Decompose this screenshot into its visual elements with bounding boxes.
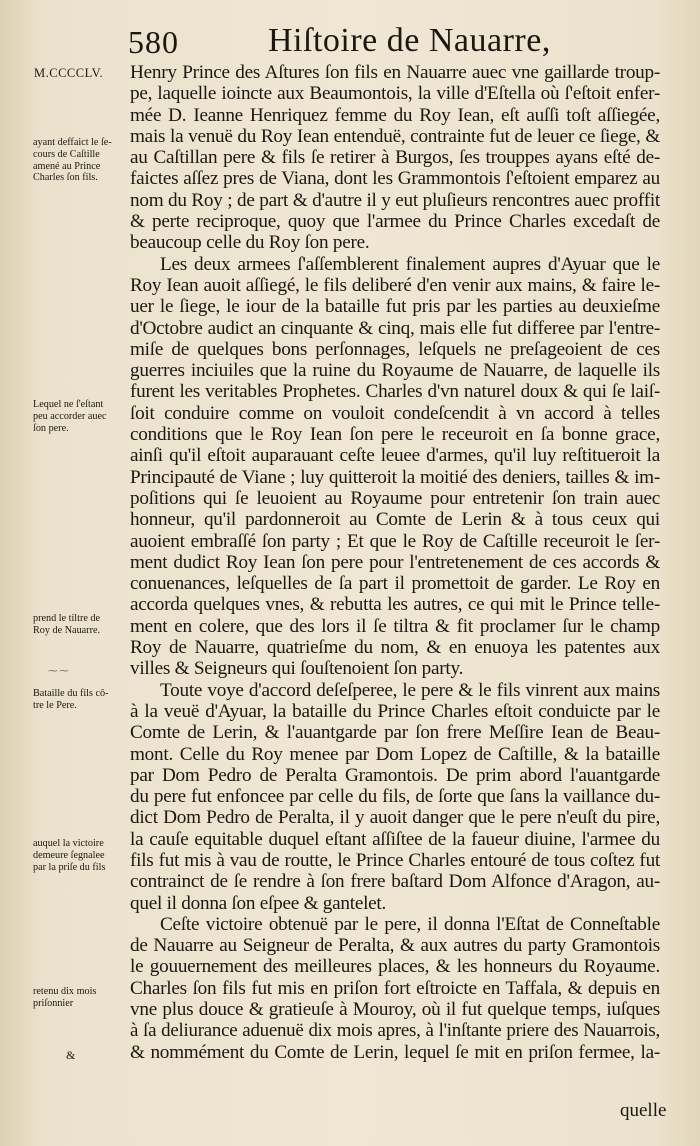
marginal-note-line: cours de Caſtille [33, 148, 100, 160]
marginal-note-line: prend le tiltre de [33, 613, 101, 624]
text-line: mont. Celle du Roy menee par Dom Lopez de Caſtille, & la bataille [130, 743, 660, 765]
text-line: ment dudict Roy Iean ſon pere pour l'entretenement de ces accords & [130, 551, 660, 573]
marginal-mark: & [66, 1048, 76, 1062]
text-line: Roy Iean auoit aſſiegé, le fils deliberé d'en venir aux mains, & faire le- [130, 274, 660, 296]
text-line: au Caſtillan pere & fils ſe retirer à Burgos, ſes trouppes ayans eſté de- [130, 147, 660, 169]
text-line: de Nauarre au Seigneur de Peralta, & aux autres du party Gramontois [130, 935, 660, 957]
text-line: pe, laquelle ioincte aux Beaumontois, la ville d'Eſtella où ſ'eſtoit enfer- [130, 83, 660, 105]
text-line: Charles ſon fils fut mis en priſon fort eſtroicte en Taffala, & depuis en [130, 977, 660, 999]
text-line: conuenances, leſquelles de ſa part il promettoit de garder. Le Roy en [130, 573, 660, 595]
text-line: villes & Seigneurs qui ſouſtenoient ſon party. [130, 658, 464, 680]
text-line: Comte de Lerin, & l'auantgarde par ſon frere Meſſire Iean de Beau- [130, 722, 660, 744]
text-line: poſitions qui ſe leuoient au Royaume pour entretenir ſon train auec [130, 487, 660, 509]
running-title: Hiſtoire de Nauarre, [268, 22, 551, 59]
catchword: quelle [620, 1100, 667, 1121]
body-text [130, 62, 660, 1063]
text-line: ainſi qu'il eſtoit auparauant ceſte leuee d'armes, qu'il luy reſtitueroit la [130, 445, 660, 467]
text-line: d'Octobre audict an cinquante & cinq, mais elle fut differee par l'entre- [130, 317, 660, 339]
text-line: la cauſe equitable duquel eſtant aſſiſtee de la faueur diuine, l'armee du [130, 828, 660, 850]
paragraph-first-line: Ceſte victoire obtenuë par le pere, il donna l'Eſtat de Conneſtable [160, 913, 660, 935]
page-header [0, 18, 700, 66]
text-line: furent les veritables Prophetes. Charles d'vn naturel doux & qui ſe laiſ- [130, 381, 660, 403]
text-line: auoient embraſſé ſon party ; Et que le Roy de Caſtille receuroit le ſer- [130, 530, 660, 552]
marginal-note-line: Roy de Nauarre. [33, 624, 101, 636]
marginal-note-line: tre le Pere. [33, 699, 77, 711]
marginal-note-line: Charles ſon fils. [33, 172, 98, 184]
text-line: Roy de Nauarre, quatrieſme du nom, & en enuoya les patentes aux [130, 637, 660, 659]
margin-year: M.CCCCLV. [34, 66, 104, 80]
marginal-note-line: demeure ſegnalee [33, 849, 105, 861]
text-line: accorda quelques vnes, & rebutta les autres, ce qui mit le Prince telle- [130, 594, 660, 616]
text-line: dict Dom Pedro de Peralta, il y auoit danger que le pere n'euſt du pire, [130, 807, 660, 829]
marginal-note-line: ſon pere. [33, 422, 69, 434]
text-line: le gouuernement des meilleures places, & les honneurs du Royaume. [130, 956, 660, 978]
ornament-mark: ⁓⁓ [48, 666, 70, 677]
text-line: vne plus douce & gratieuſe à Mouroy, où il fut quelque temps, iuſques [130, 999, 660, 1021]
text-line: à ſa deliurance aduenuë dix mois apres, à l'inſtante priere des Nauarrois, [130, 1020, 660, 1042]
marginal-note-line: par la priſe du fils [33, 861, 106, 873]
text-line: quel il donna ſon eſpee & gantelet. [130, 892, 387, 914]
text-line: Henry Prince des Aſtures ſon fils en Nauarre auec vne gaillarde troup- [130, 62, 660, 83]
text-line: fils fut mis à vau de routte, le Prince Charles entouré de tous coſtez fut [130, 849, 660, 871]
text-line: mais la venuë du Roy Iean entenduë, contrainte fut de leuer ce ſiege, & [130, 125, 660, 147]
text-line: beaucoup celle du Roy ſon pere. [130, 232, 370, 254]
paragraph-first-line: Les deux armees ſ'aſſemblerent finalement aupres d'Ayuar que le [160, 253, 660, 275]
text-line: conditions que le Roy Iean ſon pere le receuroit en ſa bonne grace, [130, 424, 660, 446]
text-line: ment en colere, que des lors il ſe tiltra & fit proclamer ſur le champ [130, 615, 660, 637]
text-line: & perte reciproque, quoy que l'armee du Prince Charles excedaſt de [130, 211, 660, 233]
text-line: guerres inciuiles que la ruine du Royaume de Nauarre, de laquelle ils [130, 360, 660, 382]
paragraph-first-line: Toute voye d'accord deſeſperee, le pere & le fils vinrent aux mains [160, 679, 660, 701]
marginal-note [33, 399, 128, 434]
text-line: à la veuë d'Ayuar, la bataille du Prince Charles eſtoit conduicte par le [130, 700, 660, 722]
text-line: nom du Roy ; de part & d'autre il y eut pluſieurs rencontres auec proffit [130, 189, 660, 211]
text-line: ſoit conduire comme on vouloit condeſcendit à vn accord à telles [130, 402, 660, 424]
text-line: Principauté de Viane ; luy quitteroit la moitié des deniers, tailles & im- [130, 466, 660, 488]
text-line: & nommément du Comte de Lerin, lequel ſe mit en priſon fermee, la- [130, 1041, 660, 1063]
marginal-note-line: Lequel ne ſ'eſtant [33, 399, 104, 410]
marginal-note-line: retenu dix mois [33, 986, 97, 997]
marginal-note [33, 986, 128, 1010]
page-number: 580 [128, 24, 179, 60]
marginal-note [33, 137, 128, 184]
marginal-note-line: Bataille du fils cō- [33, 688, 109, 699]
marginal-note-line: priſonnier [33, 997, 74, 1009]
marginal-note-line: auquel la victoire [33, 838, 104, 849]
text-line: par Dom Pedro de Peralta Gramontois. De prim abord l'auantgarde [130, 764, 660, 786]
text-line: honneur, qu'il pardonneroit au Comte de Lerin & à tous ceux qui [130, 509, 660, 531]
text-line: uer le ſiege, le iour de la bataille fut pris par les parties au deuxieſme [130, 296, 660, 318]
marginal-note-line: ayant deffaict le ſe- [33, 137, 112, 148]
marginal-note-line: peu accorder auec [33, 410, 107, 422]
text-line: faictes aſſez pres de Viana, dont les Grammontois ſ'eſtoient emparez au [130, 168, 660, 190]
text-line: mée D. Ieanne Henriquez femme du Roy Iean, eſt auſſi toſt aſſiegée, [130, 104, 660, 126]
text-line: miſe de quelques bons perſonnages, leſquels ne preſageoient de ces [130, 338, 660, 360]
marginal-note [33, 688, 128, 712]
marginal-note [33, 613, 128, 637]
text-line: contrainct de ſe rendre à ſon frere baſtard Dom Alfonce d'Aragon, au- [130, 871, 660, 893]
text-line: du pere fut enfoncee par celle du fils, de ſorte que ſans la vaillance du- [130, 786, 660, 808]
marginal-note-line: amené au Prince [33, 160, 101, 172]
marginal-note [33, 838, 128, 873]
